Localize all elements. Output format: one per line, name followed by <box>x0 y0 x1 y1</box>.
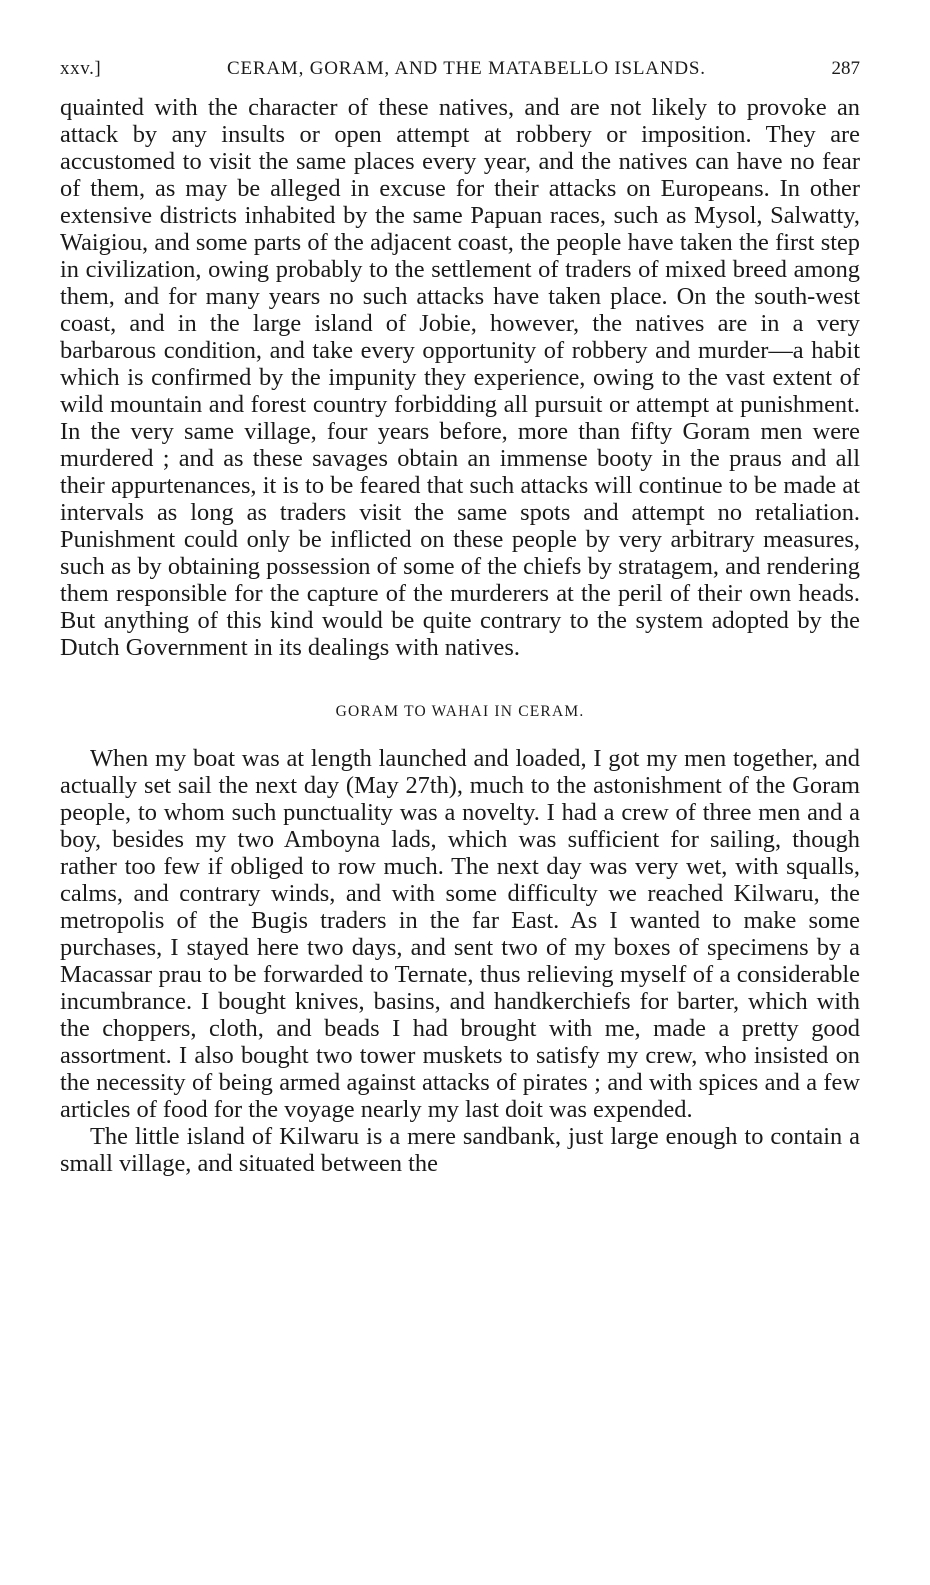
body-paragraph: When my boat was at length launched and loaded, I got my men together, and actually set sail the next day (May 27th), much to the astonishment of the Goram people, to whom such punctuality was a novelty. I had a crew of three men and a boy, besides my two Amboyna lads, which was sufficient for sailing, though rather too few if obliged to row much. The next day was very wet, with squalls, calms, and contrary winds, and with some difficulty we reached Kilwaru, the metropolis of the Bugis traders in the far East. As I wanted to make some purchases, I stayed here two days, and sent two of my boxes of specimens by a Macassar prau to be forwarded to Ternate, thus relieving myself of a considerable incumbrance. I bought knives, basins, and handkerchiefs for barter, which with the choppers, cloth, and beads I had brought with me, made a pretty good assortment. I also bought two tower muskets to satisfy my crew, who insisted on the necessity of being armed against attacks of pirates ; and with spices and a few articles of food for the voyage nearly my last doit was expended. <box>60 745 860 1123</box>
section-heading: GORAM TO WAHAI IN CERAM. <box>335 703 585 720</box>
page-number: 287 <box>831 58 860 79</box>
body-paragraph-next: The little island of Kilwaru is a mere sandbank, just large enough to contain a small village, and situated between the <box>60 1123 860 1177</box>
running-title: CERAM, GORAM, AND THE MATABELLO ISLANDS. <box>227 58 706 79</box>
running-header <box>60 58 860 80</box>
body-paragraph-continued: quainted with the character of these natives, and are not likely to provoke an attack by any insults or open attempt at robbery or imposition. They are accustomed to visit the same places every year, and the natives can have no fear of them, as may be alleged in excuse for their attacks on Europeans. In other extensive districts inhabited by the same Papuan races, such as Mysol, Salwatty, Waigiou, and some parts of the adjacent coast, the people have taken the first step in civilization, owing probably to the settlement of traders of mixed breed among them, and for many years no such attacks have taken place. On the south-west coast, and in the large island of Jobie, however, the natives are in a very barbarous condition, and take every opportunity of robbery and murder—a habit which is confirmed by the impunity they experience, owing to the vast extent of wild mountain and forest country forbidding all pursuit or attempt at punishment. In the very same village, four years before, more than fifty Goram men were murdered ; and as these savages obtain an immense booty in the praus and all their appurtenances, it is to be feared that such attacks will continue to be made at intervals as long as traders visit the same spots and attempt no retaliation. Punishment could only be inflicted on these people by very arbitrary measures, such as by obtaining possession of some of the chiefs by stratagem, and rendering them responsible for the capture of the murderers at the peril of their own heads. But anything of this kind would be quite contrary to the system adopted by the Dutch Government in its dealings with natives. <box>60 94 860 661</box>
book-page <box>60 58 860 1177</box>
chapter-number: xxv.] <box>60 58 102 79</box>
